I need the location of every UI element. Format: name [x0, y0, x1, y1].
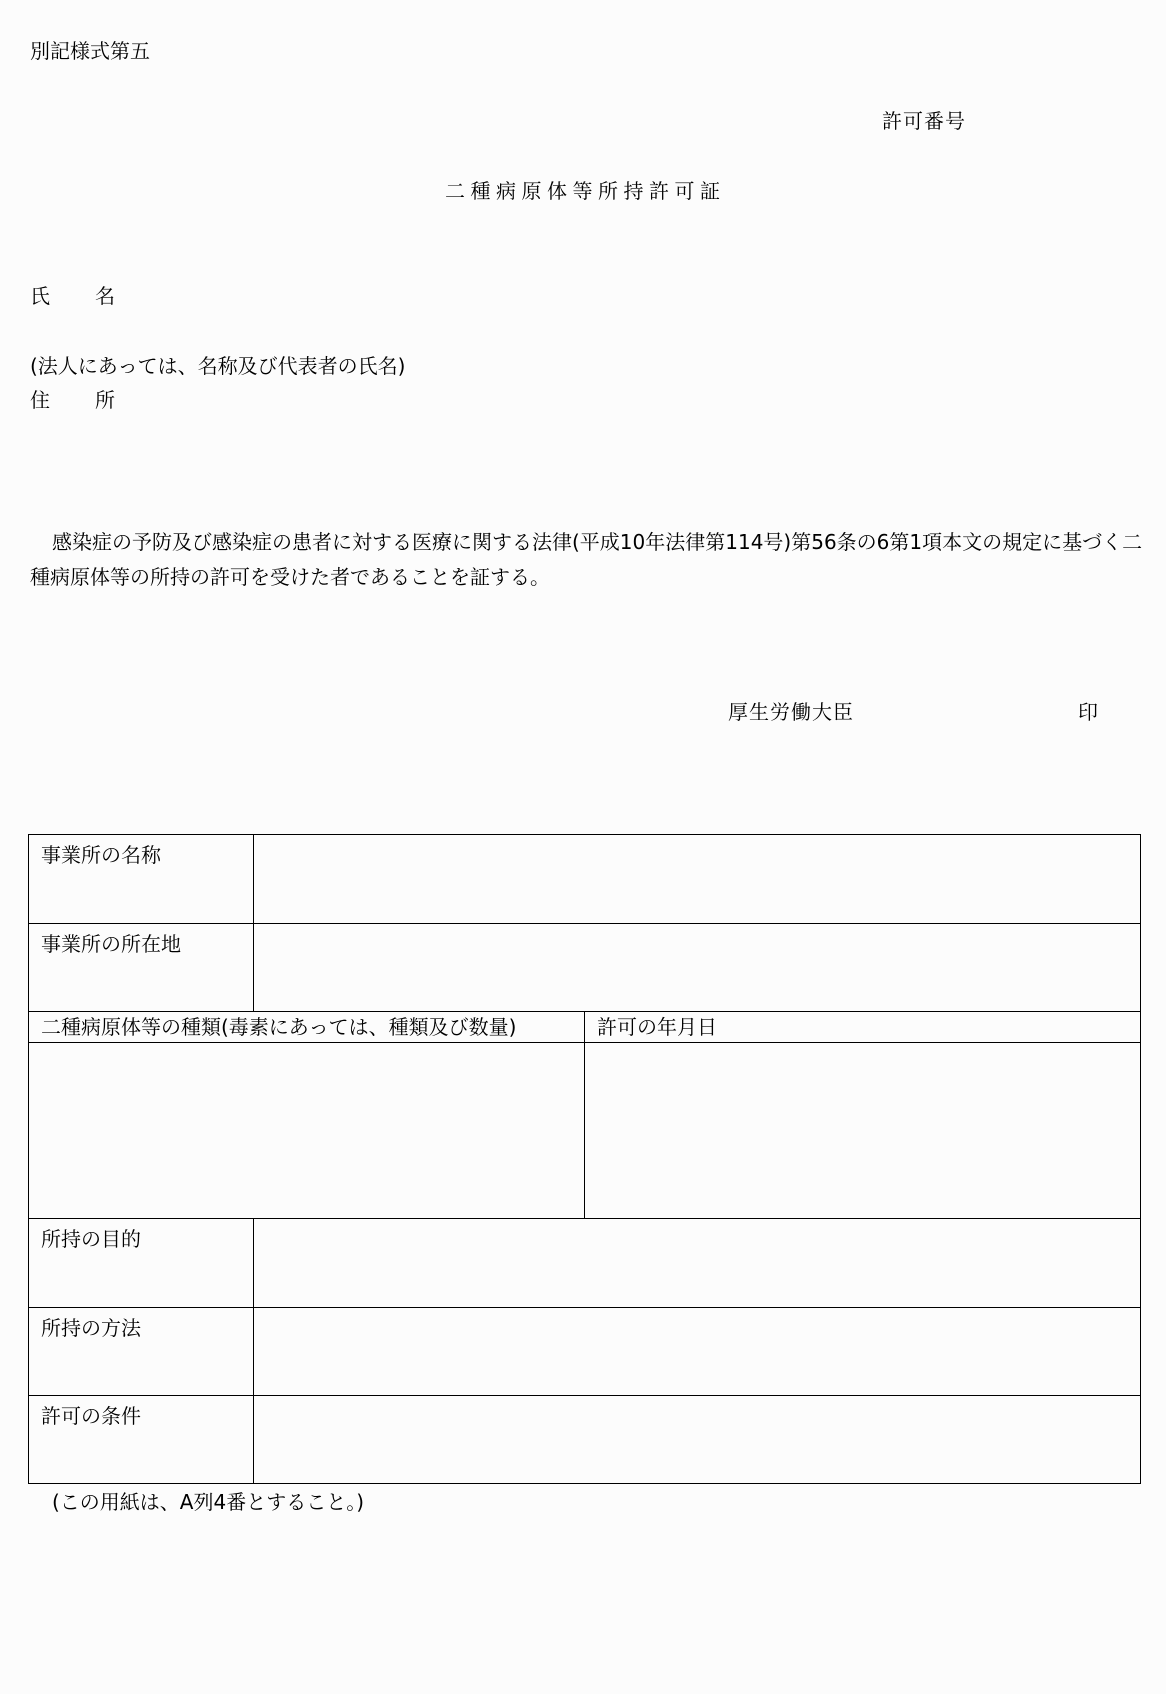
possession-method-value[interactable]: [254, 1308, 1141, 1396]
issuer-title: 厚生労働大臣: [728, 700, 854, 724]
facility-name-label: 事業所の名称: [29, 835, 254, 924]
seal-mark: 印: [1078, 700, 1098, 724]
permit-details-table: [28, 834, 1141, 1484]
permit-date-value[interactable]: [585, 1043, 1141, 1219]
permit-date-header: 許可の年月日: [585, 1012, 1141, 1043]
permit-conditions-value[interactable]: [254, 1396, 1141, 1484]
pathogen-type-header: 二種病原体等の種類(毒素にあっては、種類及び数量): [29, 1012, 585, 1043]
table-row-split-header: [29, 1012, 1141, 1043]
facility-location-value[interactable]: [254, 924, 1141, 1012]
permit-conditions-label: 許可の条件: [29, 1396, 254, 1484]
document-title: 二種病原体等所持許可証: [445, 179, 726, 203]
table-row-possession-purpose: [29, 1219, 1141, 1308]
address-label-char-1: 住: [30, 388, 50, 412]
form-number: 別記様式第五: [30, 39, 150, 63]
possession-method-label: 所持の方法: [29, 1308, 254, 1396]
name-label-char-1: 氏: [30, 284, 50, 308]
address-label-char-2: 所: [95, 388, 115, 412]
name-field-label: [30, 286, 115, 306]
table-row-permit-conditions: [29, 1396, 1141, 1484]
paper-size-footnote: (この用紙は、A列4番とすること。): [52, 1490, 365, 1514]
possession-purpose-label: 所持の目的: [29, 1219, 254, 1308]
certification-text: 感染症の予防及び感染症の患者に対する医療に関する法律(平成10年法律第114号)第56条の6第1項本文の規定に基づく二種病原体等の所持の許可を受けた者であることを証する。: [30, 530, 1143, 589]
pathogen-type-value[interactable]: [29, 1043, 585, 1219]
corporation-note: (法人にあっては、名称及び代表者の氏名): [30, 354, 406, 378]
permit-number-label: 許可番号: [882, 109, 966, 133]
address-field-label: [30, 390, 115, 410]
name-label-char-2: 名: [95, 284, 115, 308]
table-row-facility-name: [29, 835, 1141, 924]
table-row-possession-method: [29, 1308, 1141, 1396]
table-row-facility-location: [29, 924, 1141, 1012]
possession-purpose-value[interactable]: [254, 1219, 1141, 1308]
facility-name-value[interactable]: [254, 835, 1141, 924]
facility-location-label: 事業所の所在地: [29, 924, 254, 1012]
table-row-split-values: [29, 1043, 1141, 1219]
